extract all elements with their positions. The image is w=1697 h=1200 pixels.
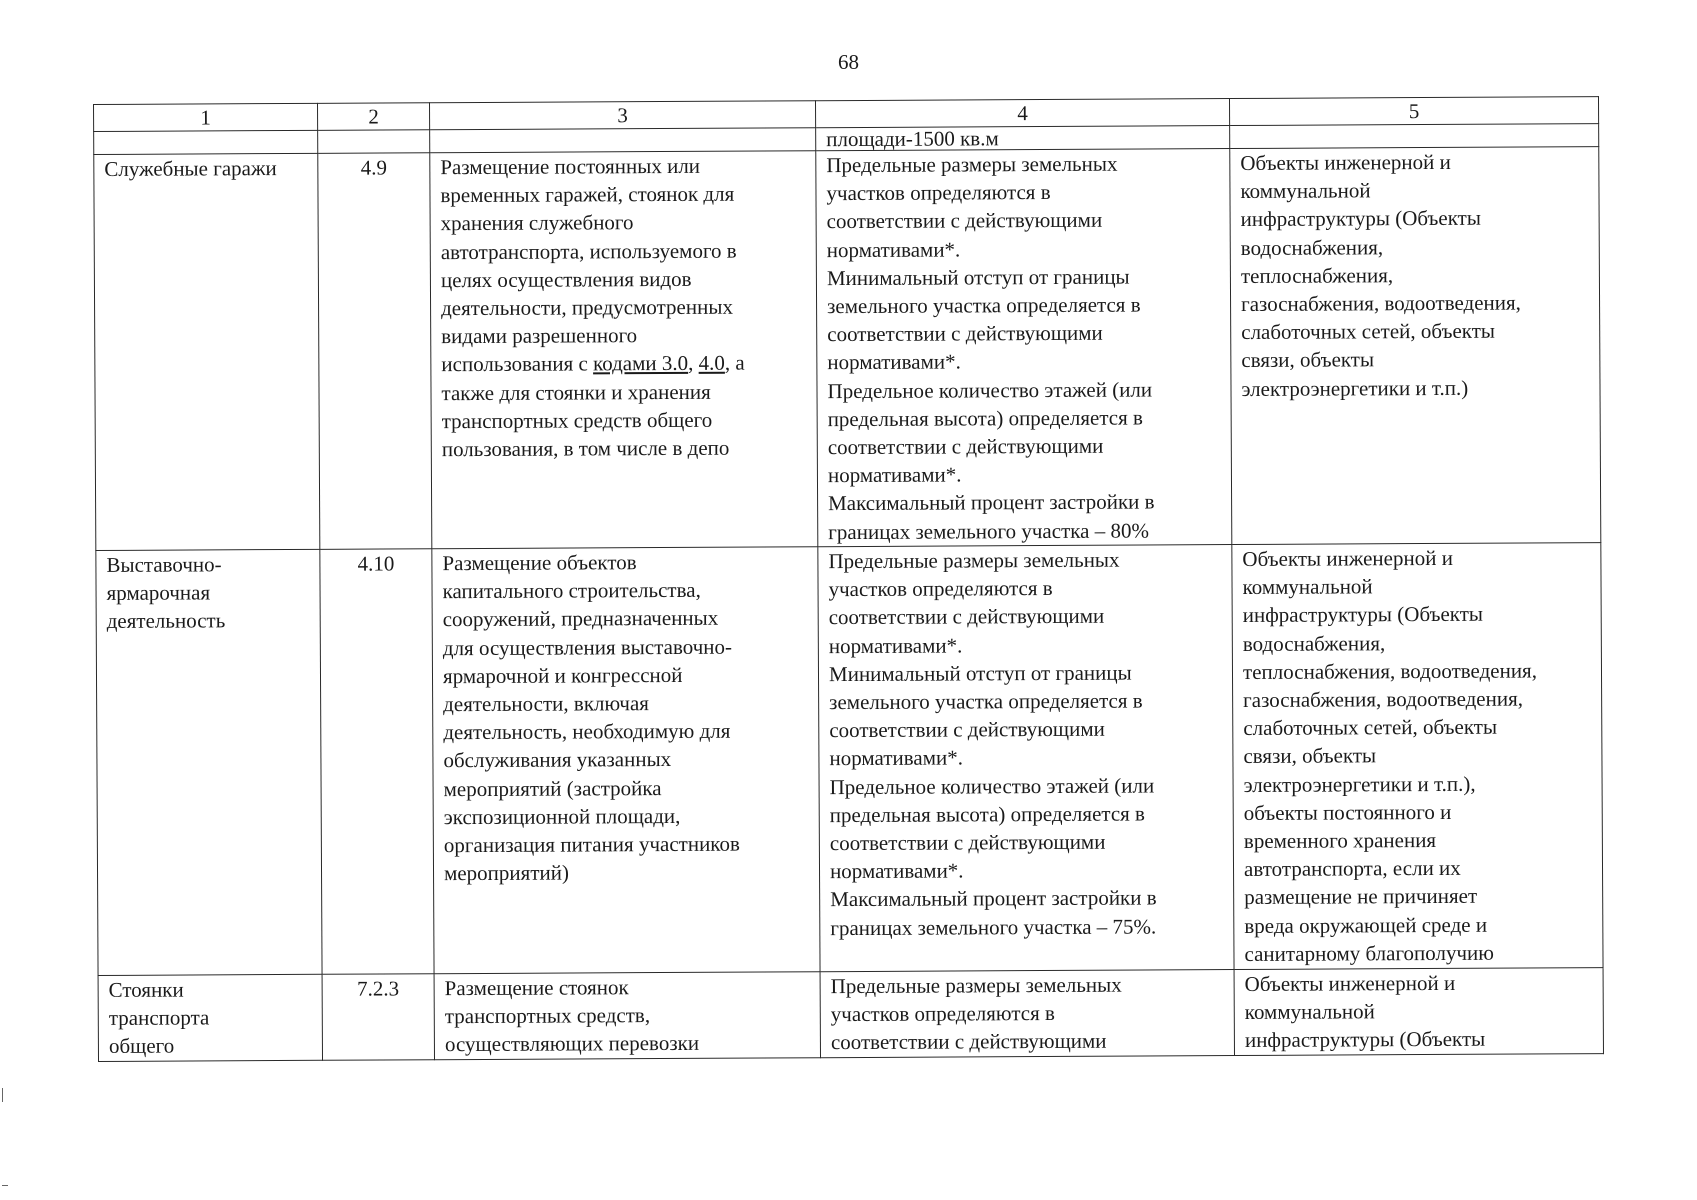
parameter-line: границах земельного участка – 80% — [828, 518, 1149, 544]
description-line-with-links — [441, 349, 806, 379]
parameter-line: нормативами*. — [826, 237, 961, 262]
use-name-line: общего — [108, 1033, 175, 1059]
description-line: автотранспорта, используемого в — [440, 238, 737, 264]
code-link-3-0[interactable]: кодами 3.0 — [592, 351, 689, 376]
parameter-line: участков определяются в — [828, 576, 1053, 602]
parameter-line: нормативами*. — [829, 745, 963, 771]
use-name-line: ярмарочная — [106, 580, 211, 606]
table-row — [94, 147, 1601, 551]
auxiliary-line: электроэнергетики и т.п.) — [1241, 375, 1469, 401]
parameter-line: соответствии с действующими — [829, 829, 1106, 856]
description-line: Размещение постоянных или — [440, 153, 701, 180]
auxiliary-line: Объекты инженерной и — [1240, 149, 1451, 175]
use-name-line: деятельность — [106, 608, 226, 634]
description-line: видами разрешенного — [441, 323, 638, 349]
use-name-cell — [94, 153, 320, 550]
auxiliary-line: коммунальной — [1240, 178, 1371, 204]
parameter-line: предельная высота) определяется в — [827, 405, 1143, 431]
use-name-line: Выставочно- — [106, 552, 222, 577]
column-number-2: 2 — [317, 103, 429, 131]
parameter-line: нормативами*. — [827, 349, 961, 375]
column-number-5: 5 — [1229, 97, 1598, 126]
auxiliary-line: электроэнергетики и т.п.), — [1243, 771, 1476, 797]
parameter-line: соответствии с действующими — [828, 604, 1105, 630]
auxiliary-line: Объекты инженерной и — [1244, 970, 1456, 996]
description-line: хранения служебного — [440, 210, 634, 236]
description-line: транспортных средств общего — [441, 407, 713, 434]
description-text: использования с — [441, 351, 594, 377]
auxiliary-line: газоснабжения, водоотведения, — [1241, 290, 1521, 317]
continuation-cell-4: площади-1500 кв.м — [816, 126, 1230, 151]
description-cell — [434, 972, 820, 1060]
parameter-line: Предельные размеры земельных — [828, 547, 1120, 574]
description-text: , — [688, 351, 699, 376]
description-text: , а — [724, 351, 745, 376]
description-line: осуществляющих перевозки — [444, 1031, 700, 1057]
parameter-line: Предельные размеры земельных — [830, 972, 1122, 999]
parameter-line: нормативами*. — [828, 633, 963, 658]
auxiliary-line: слаботочных сетей, объекты — [1241, 318, 1496, 345]
code-link-4-0[interactable]: 4.0 — [698, 351, 725, 376]
auxiliary-cell — [1232, 543, 1603, 970]
description-line: также для стоянки и хранения — [441, 379, 711, 405]
auxiliary-line: коммунальной — [1244, 999, 1375, 1025]
description-line: деятельности, включая — [443, 691, 649, 717]
description-line: транспортных средств, — [444, 1003, 651, 1029]
parameter-line: соответствии с действующими — [830, 1029, 1107, 1055]
use-code-cell — [318, 153, 432, 550]
auxiliary-line: газоснабжения, водоотведения, — [1243, 686, 1524, 713]
auxiliary-line: теплоснабжения, водоотведения, — [1242, 658, 1538, 684]
column-number-1: 1 — [94, 103, 318, 131]
continuation-cell-5 — [1230, 124, 1599, 149]
auxiliary-line: связи, объекты — [1243, 743, 1377, 769]
use-code: 4.10 — [357, 551, 395, 576]
parameter-line: участков определяются в — [826, 180, 1051, 206]
column-number-4: 4 — [815, 99, 1229, 128]
description-line: деятельность, необходимую для — [443, 718, 731, 745]
auxiliary-line: слаботочных сетей, объекты — [1243, 714, 1498, 741]
parameter-line: соответствии с действующими — [827, 433, 1104, 460]
use-name-cell — [98, 974, 322, 1061]
parameters-cell — [820, 970, 1234, 1058]
auxiliary-line: водоснабжения, — [1240, 234, 1384, 260]
auxiliary-line: инфраструктуры (Объекты — [1240, 206, 1481, 232]
use-name: Служебные гаражи — [104, 156, 277, 181]
column-number-3: 3 — [429, 101, 815, 130]
auxiliary-line: санитарному благополучию — [1244, 940, 1495, 966]
parameter-line: предельная высота) определяется в — [829, 801, 1146, 827]
description-cell — [432, 547, 820, 974]
auxiliary-line: инфраструктуры (Объекты — [1242, 602, 1484, 628]
description-line: капитального строительства, — [442, 578, 701, 604]
auxiliary-line: объекты постоянного и — [1243, 799, 1452, 825]
continuation-cell-3 — [430, 128, 816, 153]
use-name-cell — [96, 549, 322, 975]
description-line: деятельности, предусмотренных — [441, 294, 733, 321]
parameter-line: соответствии с действующими — [827, 320, 1103, 347]
parameter-line: границах земельного участка – 75%. — [830, 914, 1157, 940]
description-line: Размещение объектов — [442, 550, 637, 576]
parameter-line: участков определяются в — [830, 1001, 1055, 1027]
auxiliary-line: вреда окружающей среде и — [1244, 912, 1488, 938]
parameter-line: земельного участка определяется в — [829, 688, 1143, 715]
auxiliary-line: связи, объекты — [1241, 347, 1375, 373]
description-line: экспозиционной площади, — [443, 803, 681, 830]
use-name-line: Стоянки — [108, 977, 184, 1002]
continuation-cell-1 — [94, 130, 318, 154]
description-line: временных гаражей, стоянок для — [440, 181, 735, 208]
auxiliary-line: Объекты инженерной и — [1242, 545, 1453, 571]
description-line: мероприятий (застройка — [443, 775, 662, 801]
auxiliary-line: коммунальной — [1242, 574, 1373, 600]
auxiliary-line: теплоснабжения, — [1240, 263, 1394, 288]
auxiliary-line: временного хранения — [1243, 828, 1437, 854]
use-code: 4.9 — [360, 155, 388, 180]
description-line: организация питания участников — [443, 831, 740, 858]
page-number: 68 — [838, 50, 859, 74]
parameter-line: нормативами*. — [827, 462, 962, 488]
parameter-line: Предельное количество этажей (или — [827, 377, 1153, 403]
use-code: 7.2.3 — [357, 976, 400, 1001]
parameter-line: земельного участка определяется в — [827, 292, 1141, 319]
use-name-line: транспорта — [108, 1005, 210, 1031]
use-code-cell — [320, 549, 434, 975]
description-line: целях осуществления видов — [440, 266, 692, 292]
description-line: пользования, в том числе в депо — [441, 435, 730, 462]
parameter-line: Максимальный процент застройки в — [830, 885, 1157, 912]
description-line: Размещение стоянок — [444, 975, 629, 1001]
parameter-line: нормативами*. — [829, 858, 964, 884]
parameter-line: Предельное количество этажей (или — [829, 773, 1155, 799]
scan-edge-mark — [2, 1185, 8, 1186]
parameter-line: Минимальный отступ от границы — [826, 264, 1130, 290]
table-row — [96, 543, 1603, 976]
description-line: обслуживания указанных — [443, 747, 672, 773]
parameters-cell — [816, 149, 1232, 547]
zoning-table — [93, 96, 1604, 1062]
description-line: для осуществления выставочно- — [442, 634, 733, 660]
parameters-cell — [818, 545, 1234, 972]
parameter-line: Минимальный отступ от границы — [828, 660, 1132, 686]
use-code-cell — [322, 974, 434, 1061]
auxiliary-cell — [1234, 968, 1603, 1056]
description-cell — [430, 151, 818, 549]
description-line: сооружений, предназначенных — [442, 606, 719, 632]
auxiliary-line: инфраструктуры (Объекты — [1244, 1027, 1486, 1053]
description-line: ярмарочной и конгрессной — [442, 662, 683, 688]
scan-edge-mark — [2, 1088, 9, 1102]
auxiliary-line: размещение не причиняет — [1244, 884, 1478, 910]
table-row — [98, 968, 1603, 1062]
auxiliary-line: автотранспорта, если их — [1243, 856, 1461, 882]
parameter-line: Предельные размеры земельных — [826, 151, 1118, 178]
description-line: мероприятий) — [443, 860, 570, 886]
parameter-line: соответствии с действующими — [826, 208, 1103, 234]
auxiliary-cell — [1230, 147, 1601, 545]
auxiliary-line: водоснабжения, — [1242, 630, 1386, 656]
continuation-cell-2 — [318, 130, 430, 154]
parameter-line: соответствии с действующими — [829, 716, 1105, 743]
parameter-line: Максимальный процент застройки в — [828, 489, 1155, 516]
